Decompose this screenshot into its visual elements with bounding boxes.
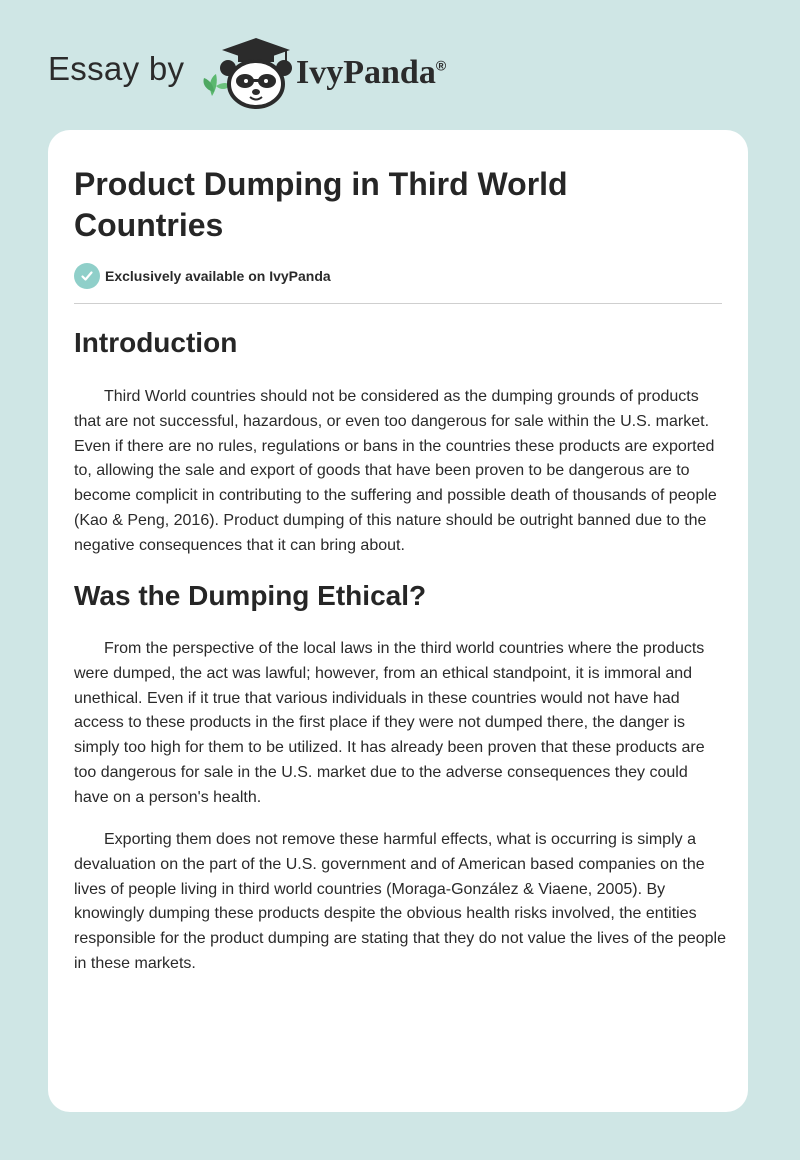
site-header bbox=[0, 0, 800, 130]
essay-card bbox=[48, 130, 748, 1112]
section-heading-ethical: Was the Dumping Ethical? bbox=[74, 580, 427, 611]
registered-mark: ® bbox=[435, 57, 447, 74]
badge-label: Exclusively available on IvyPanda bbox=[105, 268, 331, 284]
exclusive-badge bbox=[74, 263, 331, 289]
divider bbox=[74, 303, 722, 304]
paragraph-ethical-1: From the perspective of the local laws in the third world countries where the products were dumped, the act was lawful; however, from an ethical standpoint, it is immoral and unethical. Even if it true that various individuals in these countries would not have had access to these products in the first place if they were not dumped there, the danger is simply too high for them to be utilized. It has already been proven that these products are too dangerous for sale in the U.S. market due to the adverse consequences they could have on a person's health. bbox=[74, 640, 705, 806]
check-circle-icon bbox=[74, 263, 100, 289]
paragraph-introduction: Third World countries should not be considered as the dumping grounds of products that are not successful, hazardous, or even too dangerous for sale within the U.S. market. Even if there are no rules, regulations or bans in the countries these products are exported to, allowing the sale and export of goods that have been proven to be dangerous are to become complicit in contributing to the suffering and possible death of thousands of people (Kao & Peng, 2016). Product dumping of this nature should be outright banned due to the negative consequences that it can bring about. bbox=[74, 388, 717, 554]
brand-name[interactable]: IvyPanda® bbox=[296, 54, 447, 91]
section-heading-introduction: Introduction bbox=[74, 327, 238, 358]
essay-by-label: Essay by bbox=[48, 50, 185, 87]
panda-graduate-icon[interactable] bbox=[198, 34, 294, 110]
page-title: Product Dumping in Third World Countries bbox=[74, 166, 568, 243]
paragraph-ethical-2: Exporting them does not remove these harmful effects, what is occurring is simply a devaluation on the part of the U.S. government and of American based companies on the lives of people living in third world countries (Moraga-González & Viaene, 2005). By knowingly dumping these products despite the obvious health risks involved, the entities responsible for the product dumping are stating that they do not value the lives of the people in these markets. bbox=[74, 831, 726, 972]
